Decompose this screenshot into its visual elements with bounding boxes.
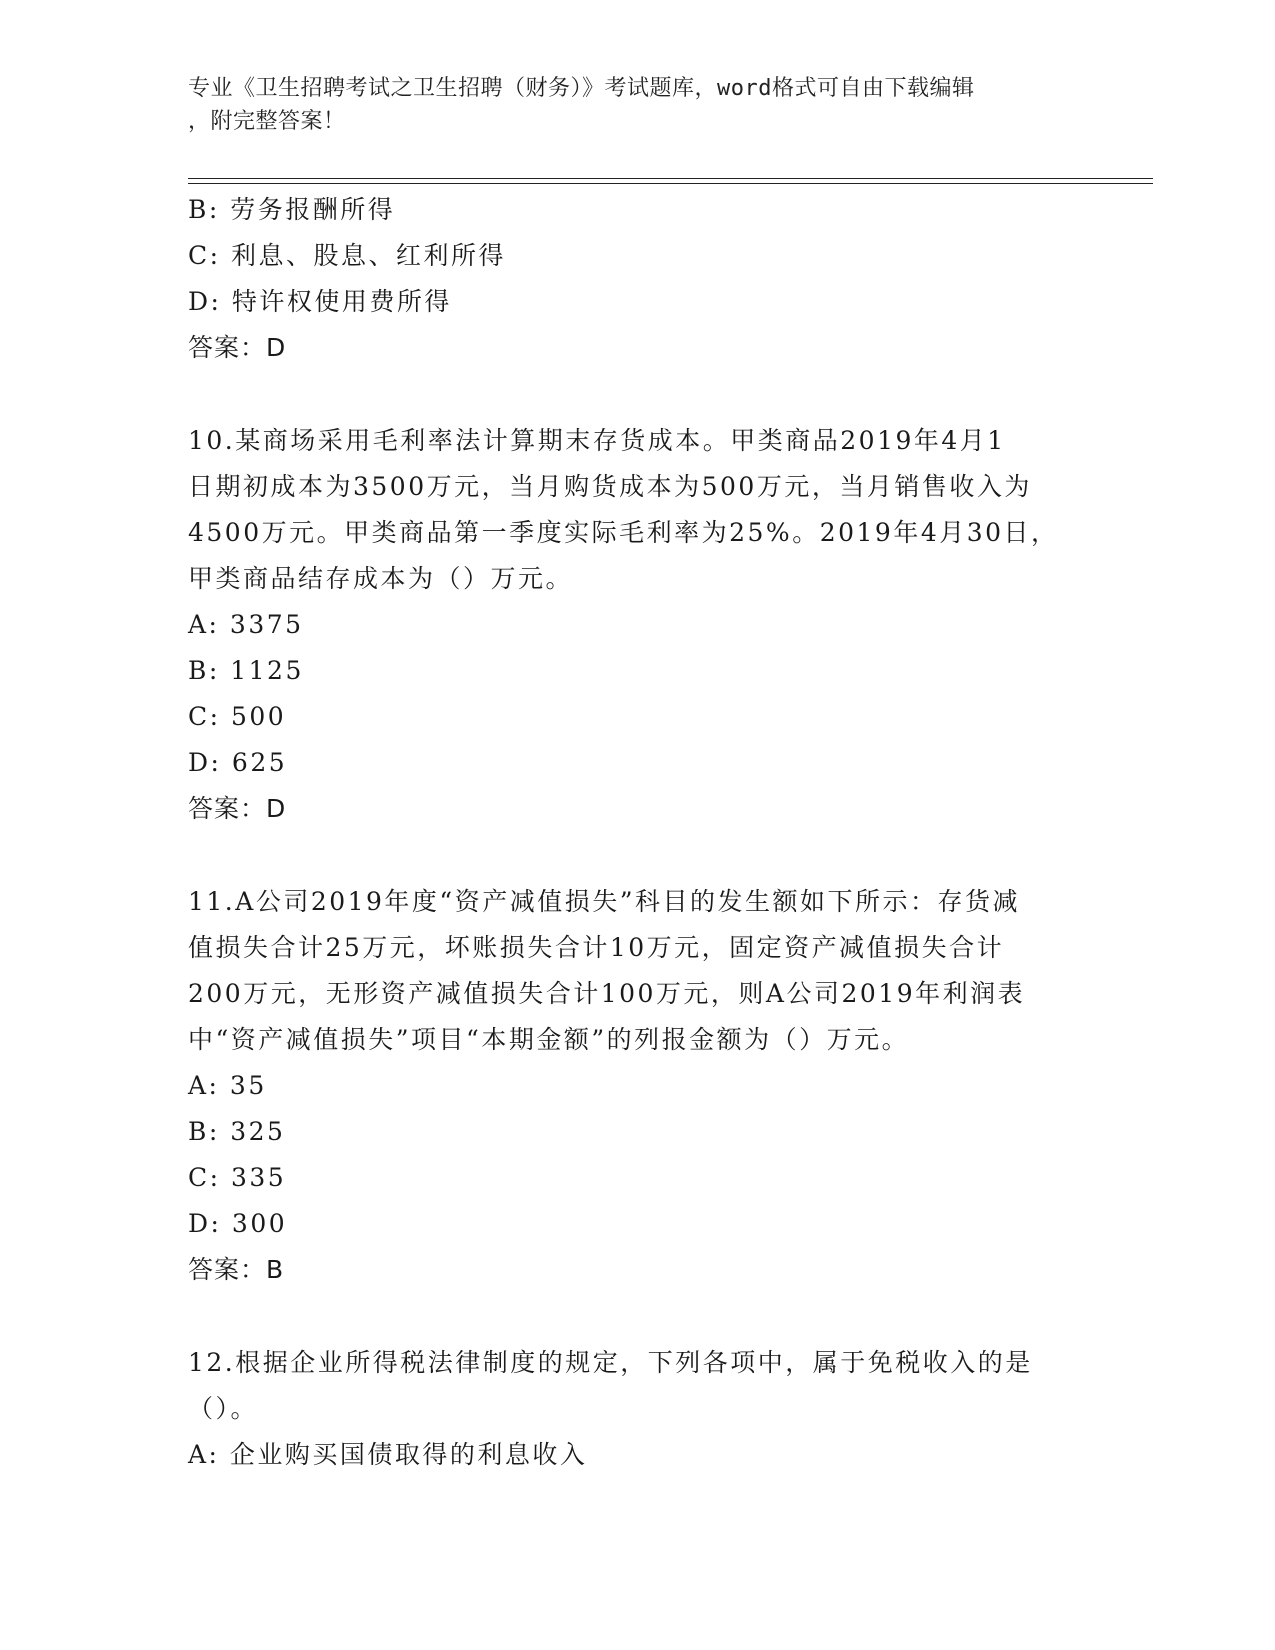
stem-line: 200万元，无形资产减值损失合计100万元，则A公司2019年利润表 (188, 979, 1026, 1008)
answer-line: 答案：B (188, 1255, 285, 1284)
stem-line: 10.某商场采用毛利率法计算期末存货成本。甲类商品2019年4月1 (188, 426, 1006, 455)
spacer (188, 1293, 1088, 1340)
option-a: A: 企业购买国债取得的利息收入 (188, 1440, 588, 1469)
question-11 (188, 879, 1088, 1293)
option-c: C: 利息、股息、红利所得 (188, 241, 506, 270)
stem-line: （）。 (188, 1394, 259, 1423)
question-stem (188, 879, 1088, 1063)
answer-line: 答案：D (188, 794, 287, 823)
question-12 (188, 1340, 1088, 1478)
question-stem (188, 1340, 1088, 1432)
spacer (188, 832, 1088, 879)
option-a: A: 35 (188, 1071, 267, 1100)
spacer (188, 371, 1088, 418)
option-d: D: 300 (188, 1209, 288, 1238)
option-b: B: 1125 (188, 656, 304, 685)
prev-question (188, 187, 1088, 371)
stem-line: 甲类商品结存成本为（）万元。 (188, 564, 574, 593)
option-d: D: 625 (188, 748, 288, 777)
answer-line: 答案：D (188, 333, 287, 362)
header-divider (188, 178, 1153, 184)
option-c: C: 335 (188, 1163, 287, 1192)
stem-line: 中“资产减值损失”项目“本期金额”的列报金额为（）万元。 (188, 1025, 910, 1054)
option-b: B: 劳务报酬所得 (188, 195, 396, 224)
stem-line: 日期初成本为3500万元，当月购货成本为500万元，当月销售收入为 (188, 472, 1032, 501)
option-a: A: 3375 (188, 610, 304, 639)
page-header (188, 72, 1068, 138)
header-line-2: ，附完整答案！ (188, 109, 346, 134)
question-10 (188, 418, 1088, 832)
stem-line: 11.A公司2019年度“资产减值损失”科目的发生额如下所示：存货减 (188, 887, 1020, 916)
question-content (188, 187, 1088, 1478)
stem-line: 12.根据企业所得税法律制度的规定，下列各项中，属于免税收入的是 (188, 1348, 1033, 1377)
option-b: B: 325 (188, 1117, 286, 1146)
question-stem (188, 418, 1088, 602)
option-d: D: 特许权使用费所得 (188, 287, 452, 316)
header-line-1: 专业《卫生招聘考试之卫生招聘（财务）》考试题库，word格式可自由下载编辑 (188, 76, 975, 101)
stem-line: 4500万元。甲类商品第一季度实际毛利率为25%。2019年4月30日， (188, 518, 1059, 547)
stem-line: 值损失合计25万元，坏账损失合计10万元，固定资产减值损失合计 (188, 933, 1005, 962)
option-c: C: 500 (188, 702, 287, 731)
